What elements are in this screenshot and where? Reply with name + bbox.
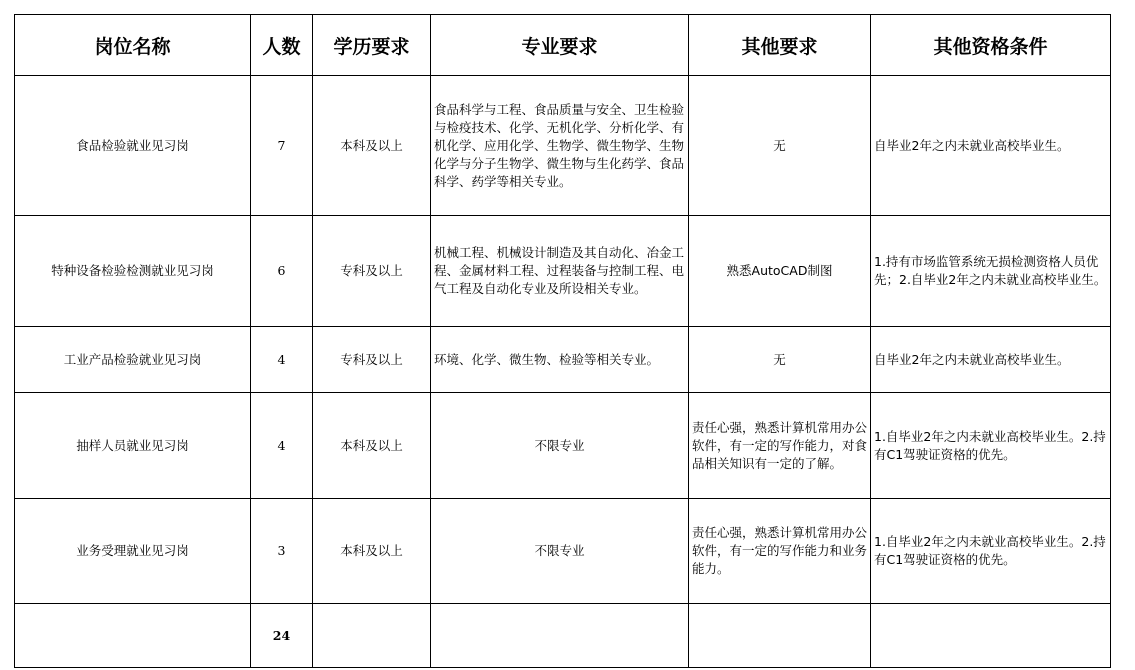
education-cell: 专科及以上	[313, 216, 431, 327]
position-cell: 抽样人员就业见习岗	[15, 393, 251, 499]
other-cell: 熟悉AutoCAD制图	[689, 216, 871, 327]
major-cell: 环境、化学、微生物、检验等相关专业。	[431, 327, 689, 393]
other-cell: 责任心强，熟悉计算机常用办公软件，有一定的写作能力和业务能力。	[689, 499, 871, 604]
qualification-cell: 1.自毕业2年之内未就业高校毕业生。2.持有C1驾驶证资格的优先。	[871, 393, 1111, 499]
major-cell: 不限专业	[431, 499, 689, 604]
position-cell: 食品检验就业见习岗	[15, 76, 251, 216]
qualification-cell: 自毕业2年之内未就业高校毕业生。	[871, 76, 1111, 216]
table-row	[15, 76, 1111, 216]
count-cell: 4	[251, 393, 313, 499]
count-cell: 7	[251, 76, 313, 216]
count-cell: 6	[251, 216, 313, 327]
total-qualification-cell	[871, 604, 1111, 668]
qualification-cell: 自毕业2年之内未就业高校毕业生。	[871, 327, 1111, 393]
qualification-cell: 1.自毕业2年之内未就业高校毕业生。2.持有C1驾驶证资格的优先。	[871, 499, 1111, 604]
education-cell: 本科及以上	[313, 76, 431, 216]
header-other: 其他要求	[689, 15, 871, 76]
qualification-cell: 1.持有市场监管系统无损检测资格人员优先；2.自毕业2年之内未就业高校毕业生。	[871, 216, 1111, 327]
header-education: 学历要求	[313, 15, 431, 76]
total-major-cell	[431, 604, 689, 668]
other-cell: 无	[689, 76, 871, 216]
count-cell: 4	[251, 327, 313, 393]
table-row	[15, 216, 1111, 327]
position-cell: 业务受理就业见习岗	[15, 499, 251, 604]
major-cell: 食品科学与工程、食品质量与安全、卫生检验与检疫技术、化学、无机化学、分析化学、有机化学、应用化学、生物学、微生物学、生物化学与分子生物学、微生物与生化药学、食品科学、药学等相关专业。	[431, 76, 689, 216]
major-cell: 机械工程、机械设计制造及其自动化、冶金工程、金属材料工程、过程装备与控制工程、电气工程及自动化专业及所设相关专业。	[431, 216, 689, 327]
total-row	[15, 604, 1111, 668]
education-cell: 本科及以上	[313, 499, 431, 604]
other-cell: 无	[689, 327, 871, 393]
table-row	[15, 499, 1111, 604]
total-other-cell	[689, 604, 871, 668]
education-cell: 专科及以上	[313, 327, 431, 393]
header-qualification: 其他资格条件	[871, 15, 1111, 76]
header-count: 人数	[251, 15, 313, 76]
position-cell: 特种设备检验检测就业见习岗	[15, 216, 251, 327]
header-row	[15, 15, 1111, 76]
count-cell: 3	[251, 499, 313, 604]
total-education-cell	[313, 604, 431, 668]
recruitment-table	[14, 14, 1111, 668]
total-position-cell	[15, 604, 251, 668]
other-cell: 责任心强，熟悉计算机常用办公软件，有一定的写作能力，对食品相关知识有一定的了解。	[689, 393, 871, 499]
position-cell: 工业产品检验就业见习岗	[15, 327, 251, 393]
header-major: 专业要求	[431, 15, 689, 76]
table-row	[15, 327, 1111, 393]
total-count-cell: 24	[251, 604, 313, 668]
education-cell: 本科及以上	[313, 393, 431, 499]
major-cell: 不限专业	[431, 393, 689, 499]
header-position: 岗位名称	[15, 15, 251, 76]
table-row	[15, 393, 1111, 499]
